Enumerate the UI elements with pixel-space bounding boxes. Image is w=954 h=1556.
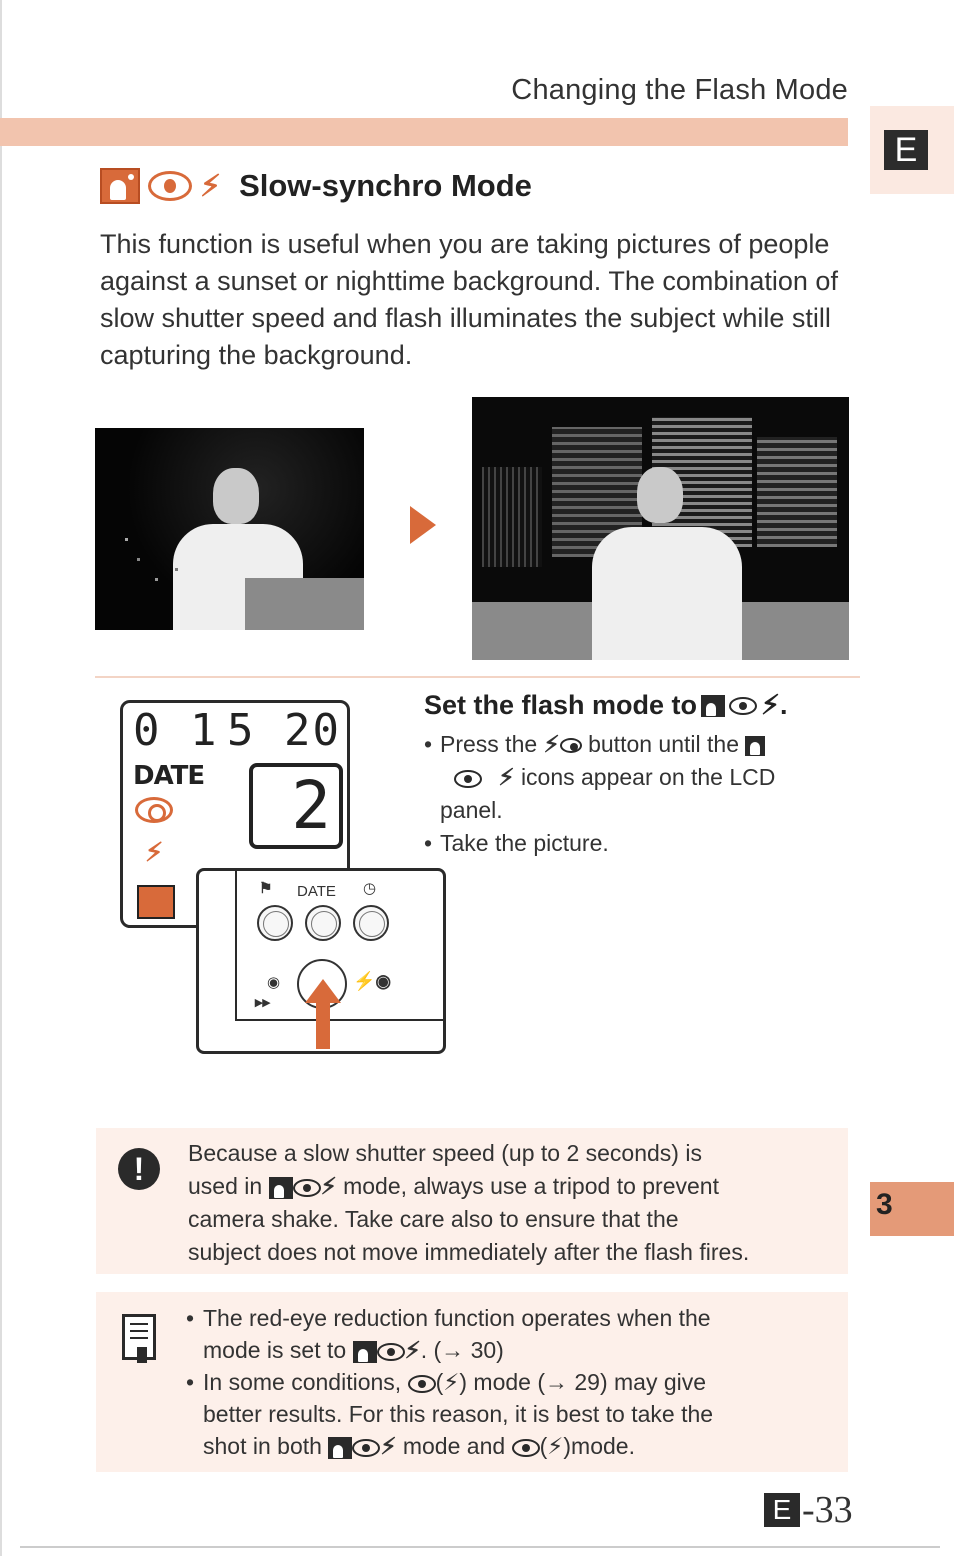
lcd-portrait-icon xyxy=(137,885,175,919)
note-b2-line-3-b: mode and xyxy=(402,1433,506,1459)
flash-icon: ⚡︎ xyxy=(200,169,222,203)
lcd-date-label: DATE xyxy=(133,761,205,791)
red-eye-icon xyxy=(148,171,192,201)
caution-line-1: Because a slow shutter speed (up to 2 seconds) is xyxy=(188,1140,702,1166)
portrait-icon xyxy=(701,695,725,717)
page-number-prefix: E xyxy=(764,1493,800,1527)
flash-icon: ⚡︎ xyxy=(498,764,515,790)
arrow-right-icon xyxy=(410,506,436,544)
continuous-mode-icon: ▸▸ xyxy=(255,994,271,1011)
camera-button-3 xyxy=(353,905,389,941)
caution-line-2 xyxy=(188,1170,838,1203)
section-title xyxy=(100,168,532,204)
portrait-icon xyxy=(328,1437,352,1459)
self-timer-flag-icon: ⚑ xyxy=(259,880,273,897)
camera-button-1 xyxy=(257,905,293,941)
red-eye-icon xyxy=(454,770,482,788)
caution-line-2-b: mode, always use a tripod to prevent xyxy=(343,1173,719,1199)
page-number-value: -33 xyxy=(802,1489,853,1531)
photo-without-slow-synchro xyxy=(95,428,364,630)
portrait-icon xyxy=(269,1177,293,1199)
step-bullet-1-cont xyxy=(424,761,844,794)
flash-icon: ⚡︎ xyxy=(320,1173,337,1199)
header-band xyxy=(0,118,848,146)
caution-line-4: subject does not move immediately after the flash fires. xyxy=(188,1239,750,1265)
red-eye-icon xyxy=(352,1439,380,1457)
intro-paragraph: This function is useful when you are taking pictures of people against a sunset or nighttime background. The combination of slow shutter speed and flash illuminates the subject while still capturing the background. xyxy=(100,229,838,370)
note-bullet-1 xyxy=(186,1302,836,1366)
flash-button-label: ⚡◉ xyxy=(353,971,392,991)
note-b1-line-2 xyxy=(203,1334,836,1366)
red-eye-icon xyxy=(408,1375,436,1393)
lcd-top-left-digits: 0 1 xyxy=(133,705,219,756)
flash-icon: ⚡︎ xyxy=(380,1433,397,1459)
camera-button-panel xyxy=(196,868,446,1054)
press-arrow-icon xyxy=(303,979,343,1049)
bottom-edge-line xyxy=(20,1546,940,1548)
red-eye-icon xyxy=(293,1179,321,1197)
step-bullet-1-text-b: button until the xyxy=(588,731,739,757)
lcd-shot-counter: 2 xyxy=(249,763,343,849)
note-b2-line-1-a: In some conditions, xyxy=(203,1369,402,1395)
note-b1-line-2-b: . (→ 30) xyxy=(420,1337,504,1363)
step-bullets xyxy=(424,728,844,860)
language-tab-label: E xyxy=(884,130,928,170)
section-divider xyxy=(95,676,860,678)
step-title-text: Set the flash mode to xyxy=(424,690,698,720)
portrait-icon xyxy=(353,1341,377,1363)
portrait-icon xyxy=(100,168,140,204)
lcd-top-right-digits: 5 20 xyxy=(227,705,341,756)
caution-text xyxy=(188,1137,838,1269)
camera-button-2 xyxy=(305,905,341,941)
caution-line-2-a: used in xyxy=(188,1173,263,1199)
note-text xyxy=(186,1302,836,1462)
self-timer-icon: ◷ xyxy=(363,880,377,897)
note-b2-line-3-a: shot in both xyxy=(203,1433,322,1459)
note-bullet-2 xyxy=(186,1366,836,1462)
step-bullet-2: • Take the picture. xyxy=(424,827,844,860)
caution-line-3: camera shake. Take care also to ensure that the xyxy=(188,1206,679,1232)
flash-icon: ⚡︎ xyxy=(404,1337,421,1363)
page-header-title: Changing the Flash Mode xyxy=(511,74,848,106)
note-b2-line-1 xyxy=(203,1366,836,1398)
red-eye-icon xyxy=(560,738,582,753)
flash-icon-paren: (⚡︎) xyxy=(539,1433,572,1459)
note-icon xyxy=(122,1314,156,1360)
portrait-icon xyxy=(745,736,765,756)
step-bullet-1-text-a: Press the xyxy=(440,731,538,757)
flash-icon: ⚡︎. xyxy=(761,690,788,720)
camera-date-label: DATE xyxy=(297,883,336,900)
red-eye-icon xyxy=(512,1439,540,1457)
flash-icon-paren: (⚡︎) xyxy=(435,1369,468,1395)
note-b2-line-1-b: mode (→ 29) may give xyxy=(473,1369,707,1395)
section-title-text: Slow-synchro Mode xyxy=(239,168,532,203)
lcd-red-eye-icon xyxy=(135,797,173,823)
step-title xyxy=(424,690,788,721)
flash-icon: ⚡︎ xyxy=(543,731,560,757)
note-b2-line-3-c: mode. xyxy=(571,1433,635,1459)
note-b1-line-2-a: mode is set to xyxy=(203,1337,347,1363)
red-eye-icon xyxy=(729,697,757,715)
step-bullet-1 xyxy=(424,728,844,761)
photo-with-slow-synchro xyxy=(472,397,849,660)
step-bullet-1-text-c: icons appear on the LCD xyxy=(520,764,776,790)
small-button-icon: ◉ xyxy=(267,974,281,991)
page-number xyxy=(764,1488,853,1532)
red-eye-icon xyxy=(377,1343,405,1361)
step-bullet-1-end: panel. xyxy=(440,797,503,823)
note-b2-line-3 xyxy=(203,1430,836,1462)
lcd-flash-icon: ⚡︎ xyxy=(145,837,164,867)
note-b2-line-2: better results. For this reason, it is best to take the xyxy=(203,1401,714,1427)
note-b1-line-1: • The red-eye reduction function operates when the xyxy=(203,1305,711,1331)
caution-icon: ! xyxy=(118,1148,160,1190)
chapter-number: 3 xyxy=(876,1188,893,1221)
